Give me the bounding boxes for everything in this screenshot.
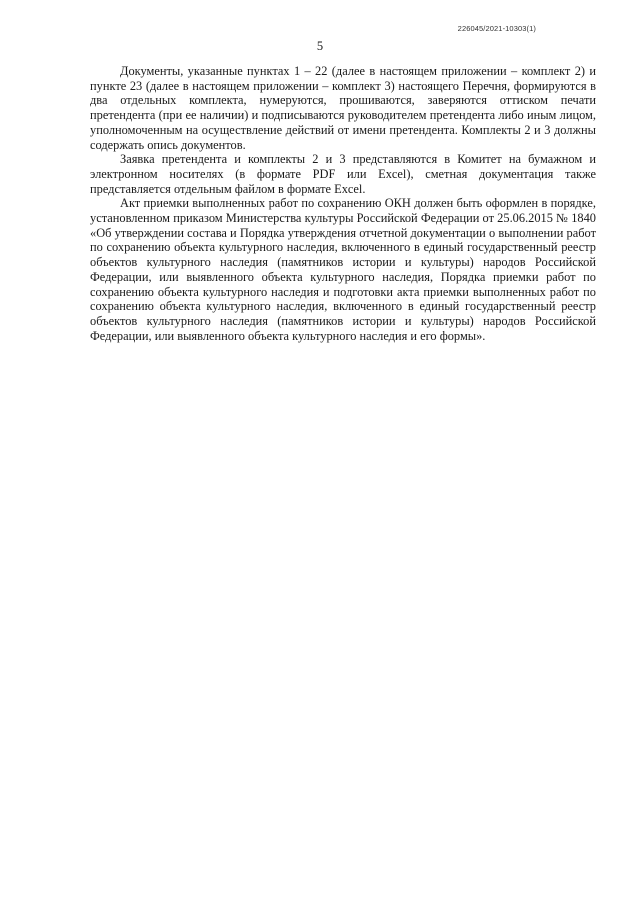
paragraph-documents-sets: Документы, указанные пунктах 1 – 22 (далее в настоящем приложении – комплект 2) и пункте 23 (далее в настоящем приложении – комплект 3) настоящего Перечня, формируются в два отдельных комплекта, нумеруются, прошиваются, заверяются оттиском печати претендента (при ее наличии) и подписываются руководителем претендента либо иным лицом, уполномоченным на осуществление действий от имени претендента. Комплекты 2 и 3 должны содержать опись документов. bbox=[90, 64, 596, 152]
document-id: 226045/2021-10303(1) bbox=[457, 24, 536, 33]
document-body bbox=[90, 64, 596, 343]
page-number: 5 bbox=[316, 39, 324, 53]
paragraph-application-submission: Заявка претендента и комплекты 2 и 3 представляются в Комитет на бумажном и электронном носителях (в формате PDF или Excel), сметная документация также представляется отдельным файлом в формате Excel. bbox=[90, 152, 596, 196]
paragraph-acceptance-act: Акт приемки выполненных работ по сохранению ОКН должен быть оформлен в порядке, установленном приказом Министерства культуры Российской Федерации от 25.06.2015 № 1840 «Об утверждении состава и Порядка утверждения отчетной документации о выполнении работ по сохранению объекта культурного наследия, включенного в единый государственный реестр объектов культурного наследия (памятников истории и культуры) народов Российской Федерации, или выявленного объекта культурного наследия, Порядка приемки работ по сохранению объекта культурного наследия и подготовки акта приемки выполненных работ по сохранению объекта культурного наследия, включенного в единый государственный реестр объектов культурного наследия (памятников истории и культуры) народов Российской Федерации, или выявленного объекта культурного наследия и его формы». bbox=[90, 196, 596, 343]
